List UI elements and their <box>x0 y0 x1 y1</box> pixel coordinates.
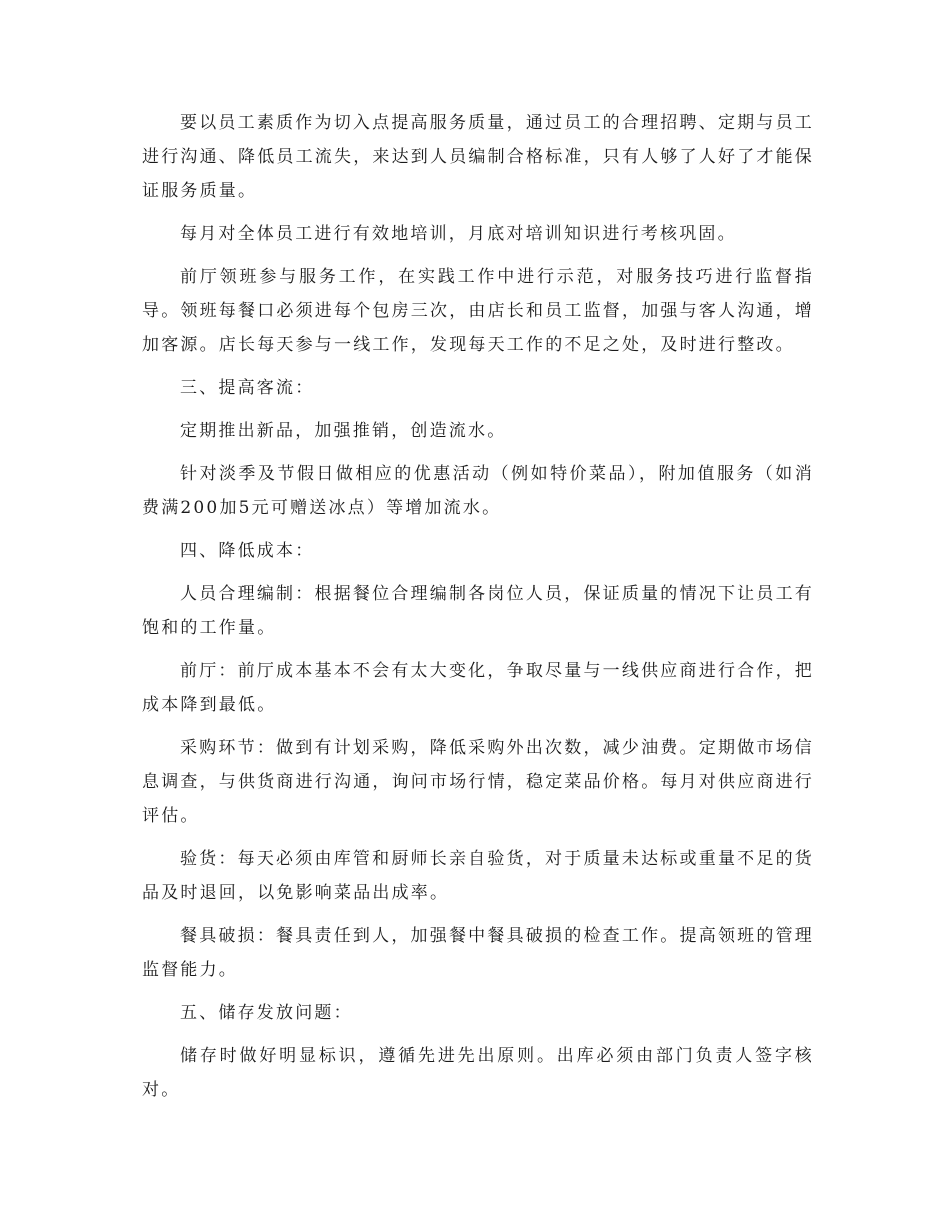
paragraph-supervisor-service: 前厅领班参与服务工作，在实践工作中进行示范，对服务技巧进行监督指导。领班每餐口必须进每个包房三次，由店长和员工监督，加强与客人沟通，增加客源。店长每天参与一线工作，发现每天工作的不足之处，及时进行整改。 <box>142 267 814 355</box>
paragraph-staff-quality: 要以员工素质作为切入点提高服务质量，通过员工的合理招聘、定期与员工进行沟通、降低员工流失，来达到人员编制合格标准，只有人够了人好了才能保证服务质量。 <box>142 113 814 201</box>
paragraph-tableware: 餐具破损：餐具责任到人，加强餐中餐具破损的检查工作。提高领班的管理监督能力。 <box>142 926 814 980</box>
section-heading-customer-flow: 三、提高客流： <box>180 378 315 398</box>
paragraph-front-hall: 前厅：前厅成本基本不会有太大变化，争取尽量与一线供应商进行合作，把成本降到最低。 <box>142 661 814 715</box>
paragraph-inspection: 验货：每天必须由库管和厨师长亲自验货，对于质量未达标或重量不足的货品及时退回，以免影响菜品出成率。 <box>142 849 814 903</box>
paragraph-staffing: 人员合理编制：根据餐位合理编制各岗位人员，保证质量的情况下让员工有饱和的工作量。 <box>142 584 814 638</box>
paragraph-purchasing: 采购环节：做到有计划采购，降低采购外出次数，减少油费。定期做市场信息调查，与供货商进行沟通，询问市场行情，稳定菜品价格。每月对供应商进行评估。 <box>142 738 814 826</box>
paragraph-storage-rules: 储存时做好明显标识，遵循先进先出原则。出库必须由部门负责人签字核对。 <box>142 1046 814 1100</box>
section-heading-storage: 五、储存发放问题： <box>180 1003 353 1023</box>
paragraph-monthly-training: 每月对全体员工进行有效地培训，月底对培训知识进行考核巩固。 <box>180 224 737 244</box>
paragraph-new-products: 定期推出新品，加强推销，创造流水。 <box>180 421 507 441</box>
paragraph-promotions: 针对淡季及节假日做相应的优惠活动（例如特价菜品），附加值服务（如消费满200加5元可赠送冰点）等增加流水。 <box>142 464 814 518</box>
section-heading-reduce-cost: 四、降低成本： <box>180 541 315 561</box>
document-body <box>142 106 814 1116</box>
